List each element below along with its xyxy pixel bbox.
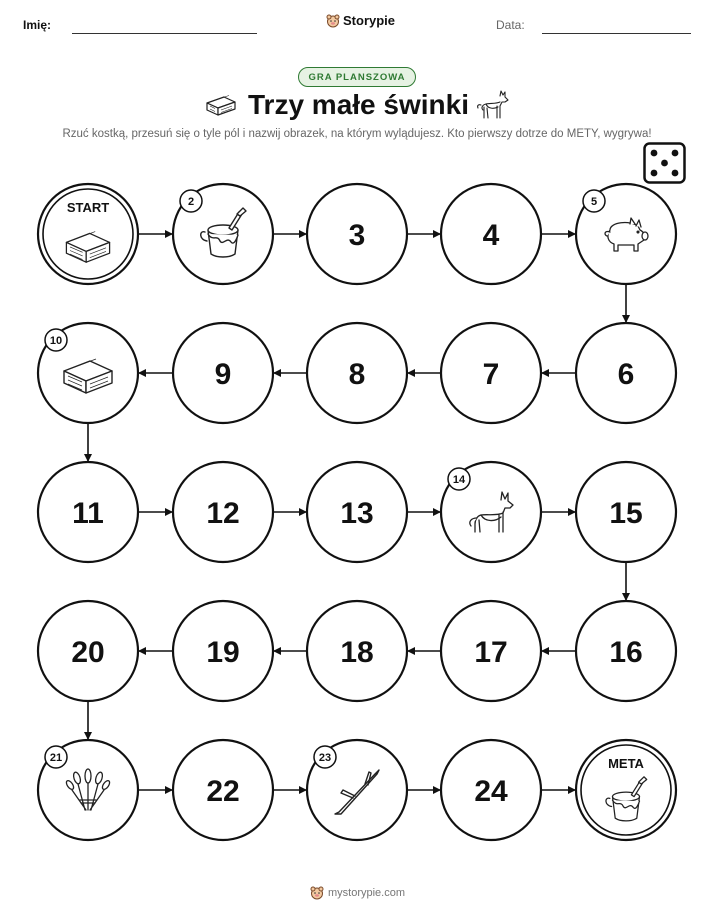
board-space-16 — [576, 601, 676, 701]
space-number-badge-label: 23 — [318, 752, 332, 764]
storypie-mascot-icon — [310, 886, 324, 900]
board-space-11 — [38, 462, 138, 562]
board-space-5 — [576, 184, 676, 284]
board-space-23 — [307, 740, 407, 840]
brand-name: Storypie — [343, 13, 396, 28]
start-label: START — [66, 200, 110, 215]
space-number: 19 — [206, 636, 240, 669]
game-type-badge: GRA PLANSZOWA — [298, 67, 416, 87]
space-number: 11 — [72, 497, 104, 530]
board-space-3 — [307, 184, 407, 284]
board-space-15 — [576, 462, 676, 562]
board-space-6 — [576, 323, 676, 423]
board-space-24 — [441, 740, 541, 840]
finish-label: META — [608, 756, 644, 771]
space-number: 16 — [609, 636, 643, 669]
space-number: 9 — [214, 358, 232, 391]
board-space-1 — [38, 184, 138, 284]
board-space-13 — [307, 462, 407, 562]
board-space-7 — [441, 323, 541, 423]
space-number-badge-label: 14 — [452, 474, 466, 486]
board-space-19 — [173, 601, 273, 701]
board-space-9 — [173, 323, 273, 423]
space-number: 17 — [474, 636, 508, 669]
space-number: 13 — [340, 497, 374, 530]
space-number: 8 — [348, 358, 366, 391]
board-space-14 — [441, 462, 541, 562]
name-label: Imię: — [23, 18, 52, 32]
space-number-badge-label: 10 — [49, 335, 63, 347]
date-label: Data: — [496, 18, 525, 32]
board-space-10 — [38, 323, 138, 423]
board-space-22 — [173, 740, 273, 840]
space-number-badge-label: 5 — [590, 196, 598, 208]
space-circle-outer — [576, 740, 676, 840]
board-space-4 — [441, 184, 541, 284]
board-space-25 — [576, 740, 676, 840]
space-number-badge-label: 21 — [49, 752, 63, 764]
space-number: 24 — [474, 775, 508, 808]
space-number: 6 — [617, 358, 635, 391]
space-number: 15 — [609, 497, 643, 530]
board-space-17 — [441, 601, 541, 701]
board-space-21 — [38, 740, 138, 840]
board-spaces — [38, 184, 676, 840]
space-number: 18 — [340, 636, 374, 669]
footer-site: mystorypie.com — [328, 887, 406, 899]
board-space-20 — [38, 601, 138, 701]
space-number: 3 — [348, 219, 366, 252]
board-space-18 — [307, 601, 407, 701]
board-space-2 — [173, 184, 273, 284]
space-number: 12 — [206, 497, 240, 530]
space-number: 20 — [71, 636, 105, 669]
space-number: 4 — [482, 219, 500, 252]
space-number-badge-label: 2 — [187, 196, 195, 208]
space-number: 22 — [206, 775, 240, 808]
footer — [310, 886, 405, 900]
board-space-8 — [307, 323, 407, 423]
board-space-12 — [173, 462, 273, 562]
page-title: Trzy małe świnki — [248, 89, 469, 120]
space-number: 7 — [482, 358, 500, 391]
game-instructions: Rzuć kostką, przesuń się o tyle pól i nazwij obrazek, na którym wylądujesz. Kto pierwszy dotrze do METY, wygrywa! — [62, 128, 652, 140]
